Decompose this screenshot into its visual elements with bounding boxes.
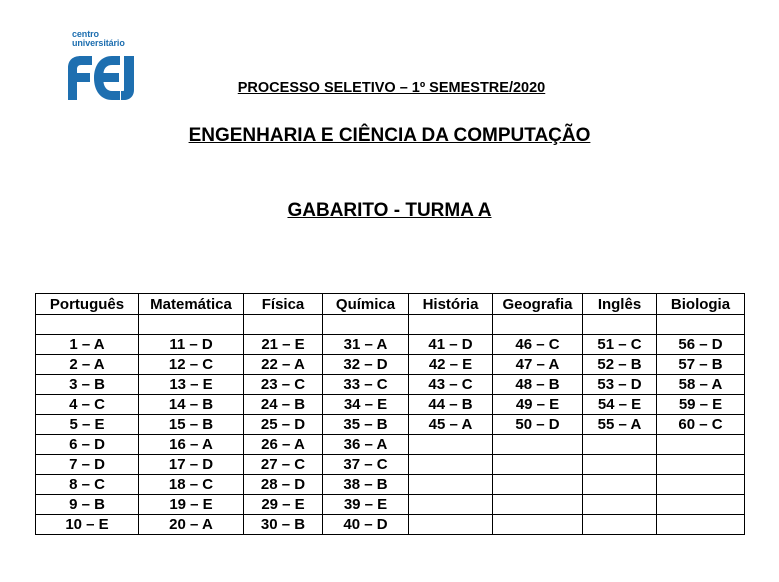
- answer-key-title: GABARITO - TURMA A: [287, 200, 492, 221]
- answer-cell: 31 – A: [323, 335, 409, 355]
- table-row: [36, 435, 745, 455]
- empty-cell: [244, 315, 323, 335]
- answer-cell: [493, 455, 583, 475]
- table-row: [36, 335, 745, 355]
- answer-cell: [657, 515, 745, 535]
- answer-cell: 35 – B: [323, 415, 409, 435]
- empty-cell: [493, 315, 583, 335]
- answer-cell: [657, 455, 745, 475]
- answer-cell: [493, 475, 583, 495]
- answer-cell: 41 – D: [409, 335, 493, 355]
- answer-cell: [409, 495, 493, 515]
- answer-cell: 24 – B: [244, 395, 323, 415]
- spacer-row: [36, 315, 745, 335]
- answer-cell: 15 – B: [139, 415, 244, 435]
- answer-cell: 45 – A: [409, 415, 493, 435]
- table-row: [36, 495, 745, 515]
- column-header-biologia: Biologia: [657, 294, 745, 315]
- table-row: [36, 375, 745, 395]
- answer-cell: 28 – D: [244, 475, 323, 495]
- answer-cell: 57 – B: [657, 355, 745, 375]
- table-row: [36, 455, 745, 475]
- answer-cell: 47 – A: [493, 355, 583, 375]
- answer-cell: 10 – E: [36, 515, 139, 535]
- answer-cell: 20 – A: [139, 515, 244, 535]
- table-row: [36, 355, 745, 375]
- answer-cell: 52 – B: [583, 355, 657, 375]
- answer-cell: 23 – C: [244, 375, 323, 395]
- answer-cell: 22 – A: [244, 355, 323, 375]
- answer-cell: [583, 455, 657, 475]
- column-header-historia: História: [409, 294, 493, 315]
- answer-cell: 3 – B: [36, 375, 139, 395]
- answer-cell: 5 – E: [36, 415, 139, 435]
- answer-cell: 43 – C: [409, 375, 493, 395]
- answer-cell: 36 – A: [323, 435, 409, 455]
- answer-cell: 9 – B: [36, 495, 139, 515]
- answer-cell: [409, 435, 493, 455]
- answer-cell: 11 – D: [139, 335, 244, 355]
- answer-cell: [583, 495, 657, 515]
- answer-cell: [409, 455, 493, 475]
- answer-cell: 17 – D: [139, 455, 244, 475]
- answer-cell: [583, 435, 657, 455]
- column-header-geografia: Geografia: [493, 294, 583, 315]
- logo-caption: [72, 30, 125, 48]
- answer-cell: [657, 435, 745, 455]
- answer-cell: 60 – C: [657, 415, 745, 435]
- answer-cell: 27 – C: [244, 455, 323, 475]
- header-row: [36, 294, 745, 315]
- answer-key-table: [35, 293, 745, 535]
- answer-cell: 14 – B: [139, 395, 244, 415]
- answer-cell: 59 – E: [657, 395, 745, 415]
- answer-cell: 18 – C: [139, 475, 244, 495]
- course-title: ENGENHARIA E CIÊNCIA DA COMPUTAÇÃO: [188, 125, 591, 146]
- answer-cell: 25 – D: [244, 415, 323, 435]
- column-header-matematica: Matemática: [139, 294, 244, 315]
- answer-cell: 13 – E: [139, 375, 244, 395]
- answer-cell: 54 – E: [583, 395, 657, 415]
- answer-cell: [409, 515, 493, 535]
- answer-cell: 8 – C: [36, 475, 139, 495]
- answer-cell: 39 – E: [323, 495, 409, 515]
- answer-cell: 7 – D: [36, 455, 139, 475]
- answer-cell: 40 – D: [323, 515, 409, 535]
- answer-cell: [583, 475, 657, 495]
- answer-cell: 38 – B: [323, 475, 409, 495]
- empty-cell: [139, 315, 244, 335]
- answer-cell: [583, 515, 657, 535]
- answer-cell: 30 – B: [244, 515, 323, 535]
- table-row: [36, 515, 745, 535]
- answer-cell: 19 – E: [139, 495, 244, 515]
- answer-cell: 46 – C: [493, 335, 583, 355]
- table-row: [36, 415, 745, 435]
- answer-cell: [657, 495, 745, 515]
- answer-cell: 42 – E: [409, 355, 493, 375]
- empty-cell: [409, 315, 493, 335]
- answer-cell: [657, 475, 745, 495]
- answer-cell: 26 – A: [244, 435, 323, 455]
- answer-cell: 16 – A: [139, 435, 244, 455]
- answer-cell: [409, 475, 493, 495]
- column-header-ingles: Inglês: [583, 294, 657, 315]
- logo-caption-line1: centro: [72, 29, 99, 39]
- empty-cell: [583, 315, 657, 335]
- answer-cell: [493, 435, 583, 455]
- logo-caption-line2: universitário: [72, 38, 125, 48]
- answer-cell: 58 – A: [657, 375, 745, 395]
- exam-process-title: PROCESSO SELETIVO – 1º SEMESTRE/2020: [237, 80, 546, 96]
- column-header-quimica: Química: [323, 294, 409, 315]
- answer-rows: [36, 315, 745, 535]
- answer-cell: 50 – D: [493, 415, 583, 435]
- table-row: [36, 395, 745, 415]
- answer-cell: 6 – D: [36, 435, 139, 455]
- answer-cell: 29 – E: [244, 495, 323, 515]
- empty-cell: [323, 315, 409, 335]
- answer-cell: [493, 515, 583, 535]
- answer-cell: 51 – C: [583, 335, 657, 355]
- column-header-fisica: Física: [244, 294, 323, 315]
- answer-cell: 37 – C: [323, 455, 409, 475]
- answer-cell: 56 – D: [657, 335, 745, 355]
- answer-cell: 1 – A: [36, 335, 139, 355]
- answer-cell: 48 – B: [493, 375, 583, 395]
- answer-cell: 34 – E: [323, 395, 409, 415]
- table-row: [36, 475, 745, 495]
- answer-cell: 12 – C: [139, 355, 244, 375]
- answer-cell: 44 – B: [409, 395, 493, 415]
- empty-cell: [657, 315, 745, 335]
- answer-cell: 53 – D: [583, 375, 657, 395]
- answer-cell: 33 – C: [323, 375, 409, 395]
- answer-cell: 2 – A: [36, 355, 139, 375]
- column-header-portugues: Português: [36, 294, 139, 315]
- answer-cell: 4 – C: [36, 395, 139, 415]
- empty-cell: [36, 315, 139, 335]
- answer-cell: 32 – D: [323, 355, 409, 375]
- answer-cell: 49 – E: [493, 395, 583, 415]
- answer-cell: [493, 495, 583, 515]
- answer-cell: 55 – A: [583, 415, 657, 435]
- answer-cell: 21 – E: [244, 335, 323, 355]
